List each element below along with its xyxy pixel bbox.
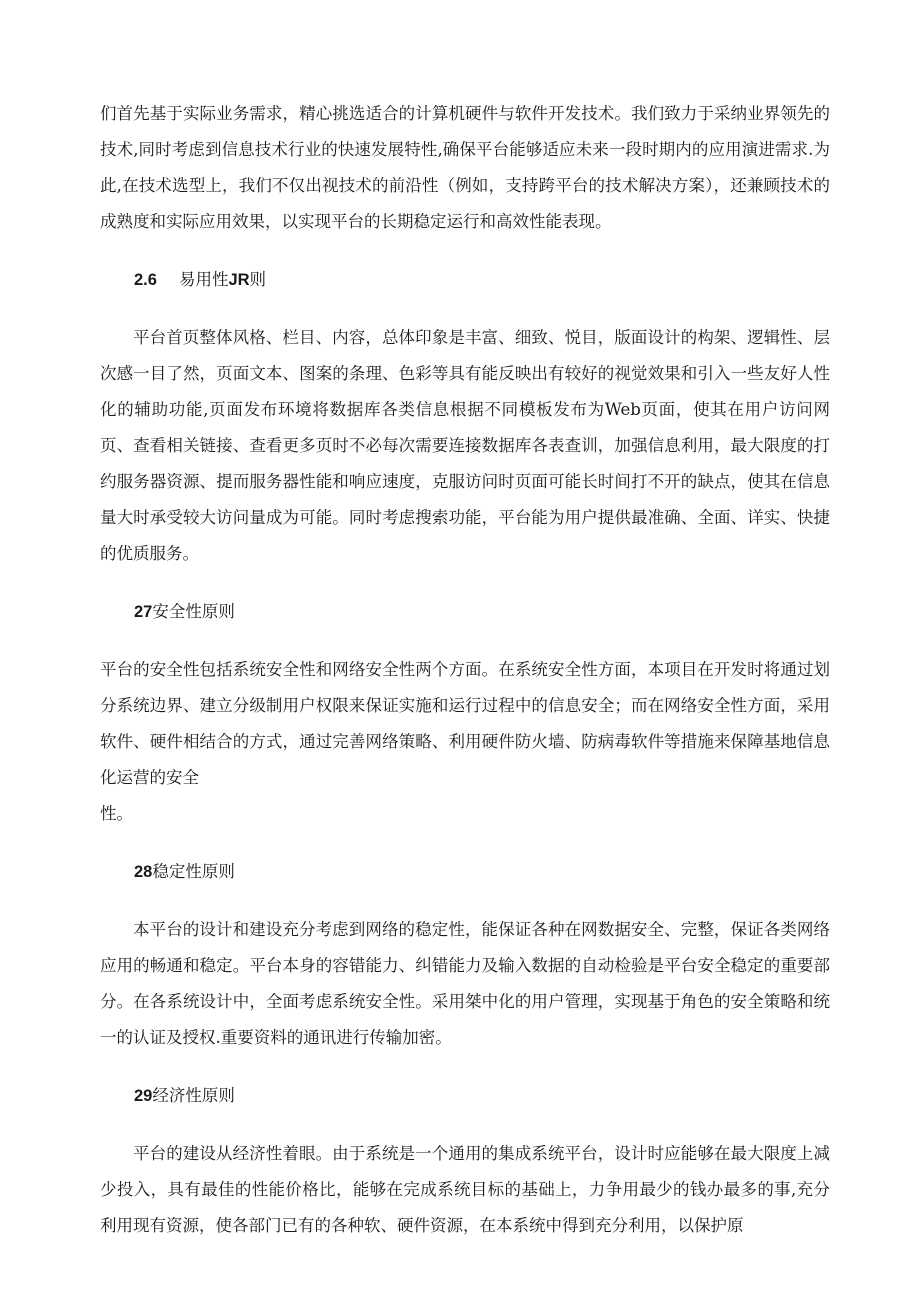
paragraph-stability: 本平台的设计和建设充分考虑到网络的稳定性，能保证各种在网数据安全、完整，保证各类网络应用的畅通和稳定。平台本身的容错能力、纠错能力及输入数据的自动检验是平台安全稳定的重要部分。在各系统设计中，全面考虑系统安全性。采用桀中化的用户管理，实现基于角色的安全策略和统一的认证及授权.重要资料的通讯进行传输加密。 (100, 920, 830, 1047)
section-heading-2-6 (100, 262, 830, 298)
paragraph-security-tail: 性。 (100, 804, 133, 823)
paragraph-security: 平台的安全性包括系统安全性和网络安全性两个方面。在系统安全性方面，本项目在开发时将通过划分系统边界、建立分级制用户权限来保证实施和运行过程中的信息安全；而在网络安全性方面，采用软件、硬件相结合的方式，通过完善网络策略、利用硬件防火墙、防病毒软件等措施来保障基地信息化运营的安全 (100, 660, 830, 787)
section-heading-2-9 (100, 1078, 830, 1114)
section-title: 安全性原则 (152, 602, 235, 621)
section-number: 27 (134, 603, 153, 621)
section-number: 28 (134, 863, 153, 881)
section-title: 经济性原则 (152, 1086, 235, 1105)
section-title-latin: JR (228, 271, 250, 289)
paragraph-tech-selection: 们首先基于实际业务需求，精心挑选适合的计算机硬件与软件开发技术。我们致力于采纳业界领先的技术,同时考虑到信息技术行业的快速发展特性,确保平台能够适应未来一段时期内的应用演进需求.为此,在技术选型上，我们不仅出视技术的前沿性（例如，支持跨平台的技术解决方案），还兼顾技术的成熟度和实际应用效果，以实现平台的长期稳定运行和高效性能表现。 (100, 104, 830, 231)
paragraph-economy: 平台的建设从经济性着眼。由于系统是一个通用的集成系统平台，设计时应能够在最大限度上减少投入，具有最佳的性能价格比，能够在完成系统目标的基础上，力争用最少的钱办最多的事,充分利用现有资源，使各部门已有的各种软、硬件资源，在本系统中得到充分利用，以保护原 (100, 1144, 830, 1235)
section-heading-2-8 (100, 854, 830, 890)
section-heading-2-7 (100, 594, 830, 630)
paragraph-usability: 平台首页整体风格、栏目、内容，总体印象是丰富、细致、悦目，版面设计的构架、逻辑性、层次感一目了然，页面文本、图案的条理、色彩等具有能反映出有较好的视觉效果和引入一些友好人性化的辅助功能,页面发布环境将数据库各类信息根据不同模板发布为Web页面，使其在用户访问网页、查看相关链接、查看更多页时不必每次需要连接数据库各表查训，加强信息利用，最大限度的打约服务器资源、提而服务器性能和响应速度，克服访问时页面可能长时间打不开的缺点，使其在信息量大时承受较大访问量成为可能。同时考虑搜索功能，平台能为用户提供最准确、全面、详实、快捷的优质服务。 (100, 328, 830, 563)
section-title-part: 则 (249, 270, 267, 289)
section-number: 29 (134, 1087, 153, 1105)
document-page (100, 96, 830, 1266)
section-title: 稳定性原则 (152, 862, 235, 881)
section-number: 2.6 (134, 271, 157, 289)
section-title-part: 易用性 (178, 270, 229, 289)
